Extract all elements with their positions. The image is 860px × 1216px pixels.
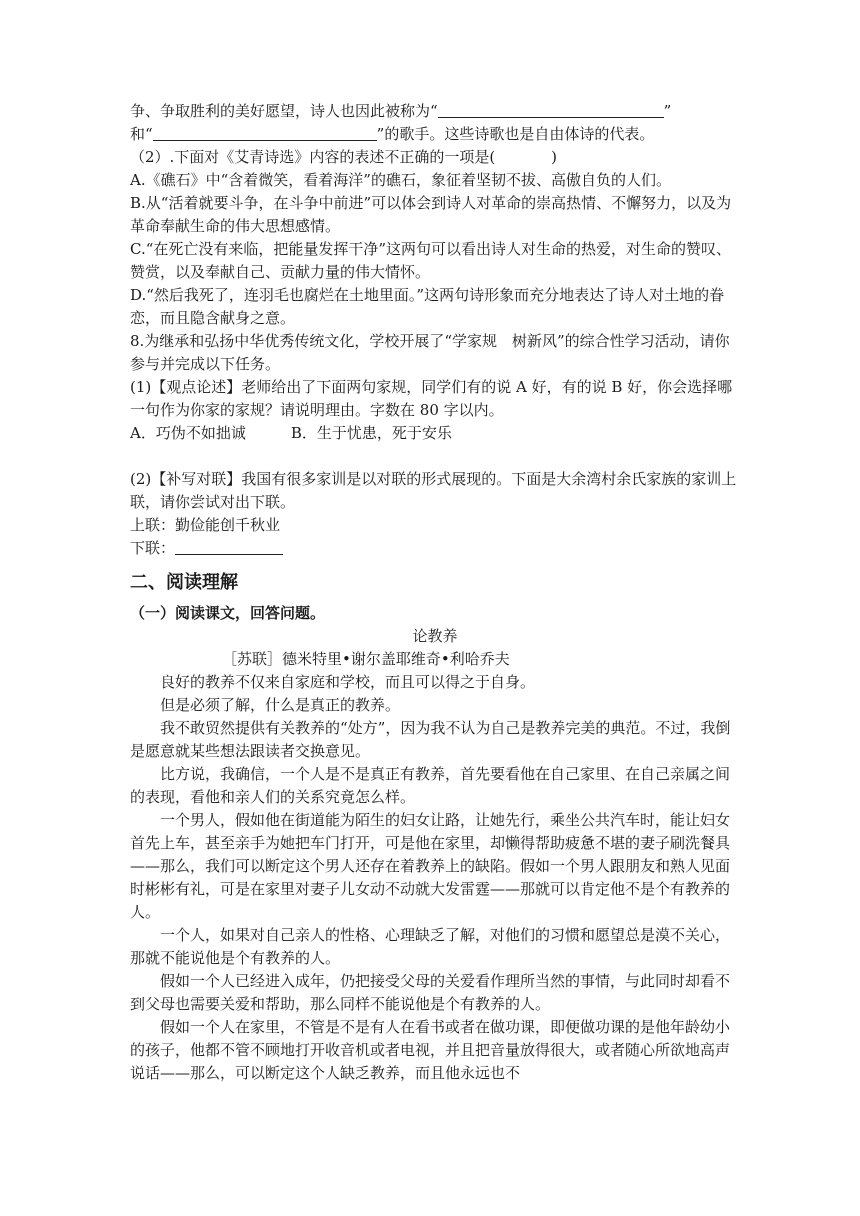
answer-blank[interactable] <box>438 101 664 118</box>
question-8-sub1: (1)【观点论述】老师给出了下面两句家规，同学们有的说 A 好，有的说 B 好，你会选择哪一句作为你家的家规？请说明理由。字数在 80 字以内。 <box>130 378 733 419</box>
article-paragraph: 一个人，如果对自己亲人的性格、心理缺乏了解，对他们的习惯和愿望总是漠不关心，那就不能说他是个有教养的人。 <box>130 926 731 967</box>
question-8-sub1-options: A．巧伪不如拙诚 B．生于忧患，死于安乐 <box>130 424 452 442</box>
subsection-heading: （一）阅读课文，回答问题。 <box>130 604 326 622</box>
question-8-stem: 8.为继承和弘扬中华优秀传统文化，学校开展了“学家规 树新风”的综合性学习活动，请你参与并完成以下任务。 <box>130 332 730 373</box>
answer-blank[interactable] <box>175 538 283 555</box>
article-paragraph: 比方说，我确信，一个人是不是真正有教养，首先要看他在自己家里、在自己亲属之间的表现，看他和亲人们的关系究竟怎么样。 <box>130 765 731 806</box>
section-heading: 二、阅读理解 <box>130 572 238 593</box>
article-author: ［苏联］德米特里•谢尔盖耶维奇•利哈乔夫 <box>222 650 510 668</box>
article-paragraph: 良好的教养不仅来自家庭和学校，而且可以得之于自身。 <box>160 673 536 691</box>
article-paragraph: 但是必须了解，什么是真正的教养。 <box>160 696 401 714</box>
q7-tail-line1: 争、争取胜利的美好愿望，诗人也因此被称为“ ” <box>130 102 672 120</box>
couplet-upper: 上联：勤俭能创千秋业 <box>130 516 281 534</box>
q7-tail-line2: 和“ ”的歌手。这些诗歌也是自由体诗的代表。 <box>130 125 655 143</box>
option-c: C.“在死亡没有来临，把能量发挥干净”这两句可以看出诗人对生命的热爱，对生命的赞叹、赞赏，以及奉献自己、贡献力量的伟大情怀。 <box>130 240 732 281</box>
article-paragraph: 一个男人，假如他在街道能为陌生的妇女让路，让她先行，乘坐公共汽车时，能让妇女首先上车，甚至亲手为她把车门打开，可是他在家里，却懒得帮助疲惫不堪的妻子刷洗餐具——那么，我们可以断定这个男人还存在着教养上的缺陷。假如一个男人跟朋友和熟人见面时彬彬有礼，可是在家里对妻子儿女动不动就大发雷霆——那就可以肯定他不是个有教养的人。 <box>130 811 731 921</box>
article-paragraph: 假如一个人在家里，不管是不是有人在看书或者在做功课，即便做功课的是他年龄幼小的孩子，他都不管不顾地打开收音机或者电视，并且把音量放得很大，或者随心所欲地高声说话——那么，可以断定这个人缺乏教养，而且他永远也不 <box>130 1018 731 1082</box>
option-b: B.从“活着就要斗争，在斗争中前进”可以体会到诗人对革命的崇高热情、不懈努力，以及为革命奉献生命的伟大思想感情。 <box>130 194 732 235</box>
question-8-sub2: (2)【补写对联】我国有很多家训是以对联的形式展现的。下面是大余湾村余氏家族的家训上联，请你尝试对出下联。 <box>130 470 737 511</box>
article-title: 论教养 <box>412 627 458 645</box>
document-content <box>130 100 740 1085</box>
article-paragraph: 假如一个人已经进入成年，仍把接受父母的关爱看作理所当然的事情，与此同时却看不到父母也需要关爱和帮助，那么同样不能说他是个有教养的人。 <box>130 972 731 1013</box>
option-d: D.“然后我死了，连羽毛也腐烂在土地里面。”这两句诗形象而充分地表达了诗人对土地的眷恋，而且隐含献身之意。 <box>130 286 725 327</box>
couplet-lower: 下联： <box>130 537 740 560</box>
question-stem: （2）.下面对《艾青诗选》内容的表述不正确的一项是( ) <box>130 148 558 166</box>
answer-space[interactable] <box>130 445 740 468</box>
option-a: A.《礁石》中“含着微笑，看着海洋”的礁石，象征着坚韧不拔、高傲自负的人们。 <box>130 171 671 189</box>
article-paragraph: 我不敢贸然提供有关教养的“处方”，因为我不认为自己是教养完美的典范。不过，我倒是愿意就某些想法跟读者交换意见。 <box>130 719 731 760</box>
answer-blank[interactable] <box>153 124 377 141</box>
